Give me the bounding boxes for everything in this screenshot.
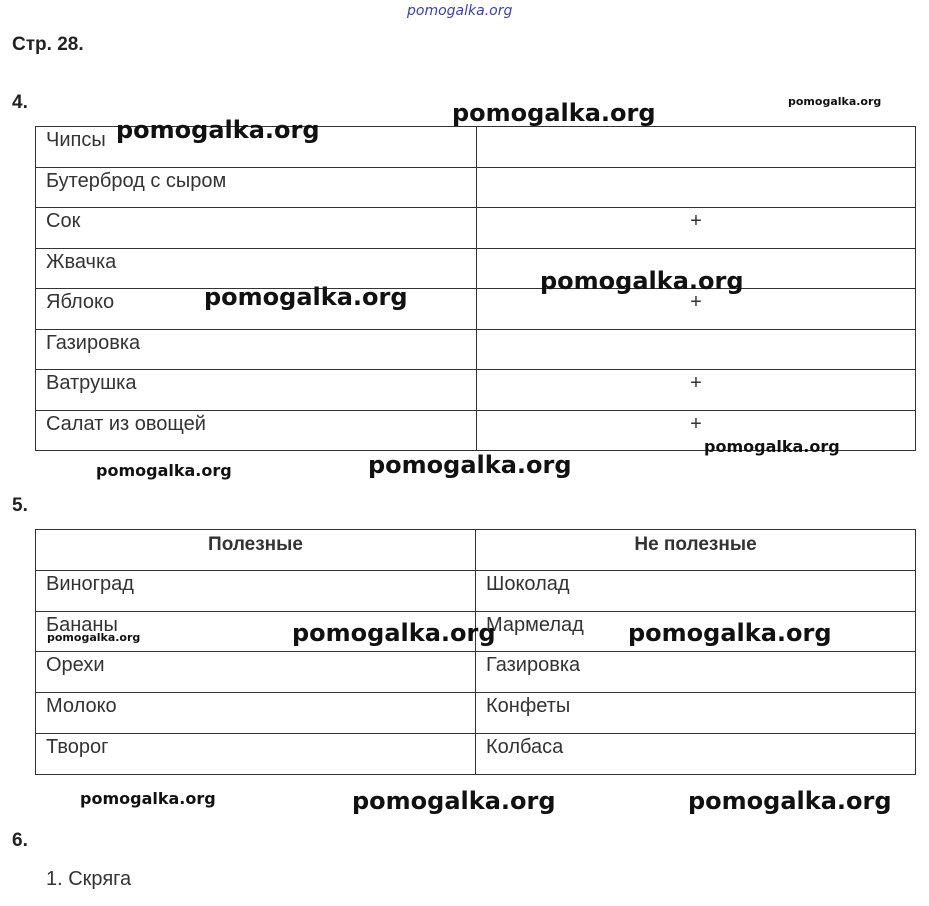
table-row: [36, 693, 916, 734]
task6-answer: 1. Скряга: [46, 868, 132, 890]
table-cell-useful: Бананы: [36, 611, 476, 652]
table-cell-item: Ватрушка: [36, 370, 477, 411]
table-row: [36, 248, 916, 289]
table-cell-item: Сок: [36, 208, 477, 249]
table-row: [36, 733, 916, 774]
column-header-not-useful: Не полезные: [476, 530, 916, 571]
table-cell-not-useful: Газировка: [476, 652, 916, 693]
watermark: pomogalka.org: [704, 437, 840, 456]
task5-table: [35, 529, 916, 775]
watermark: pomogalka.org: [688, 787, 892, 815]
watermark: pomogalka.org: [80, 789, 216, 808]
table-cell-item: Жвачка: [36, 248, 477, 289]
watermark: pomogalka.org: [628, 619, 832, 647]
table-cell-useful: Орехи: [36, 652, 476, 693]
table-cell-useful: Молоко: [36, 693, 476, 734]
table-cell-item: Чипсы: [36, 127, 477, 168]
table-row: [36, 289, 916, 330]
table-cell-item: Бутерброд с сыром: [36, 167, 477, 208]
table-cell-not-useful: Шоколад: [476, 570, 916, 611]
table-cell-mark: [477, 329, 916, 370]
table-row: [36, 167, 916, 208]
watermark: pomogalka.org: [47, 631, 141, 644]
table-cell-mark: +: [477, 370, 916, 411]
table-cell-useful: Творог: [36, 733, 476, 774]
table-cell-mark: [477, 167, 916, 208]
table-cell-mark: +: [477, 289, 916, 330]
watermark: pomogalka.org: [204, 283, 408, 311]
task5-number: 5.: [12, 495, 28, 516]
watermark: pomogalka.org: [352, 787, 556, 815]
table-row: [36, 208, 916, 249]
watermark: pomogalka.org: [368, 451, 572, 479]
table-cell-mark: [477, 127, 916, 168]
table-cell-not-useful: Колбаса: [476, 733, 916, 774]
watermark: pomogalka.org: [788, 95, 882, 108]
task4-table: [35, 126, 916, 451]
task4-number: 4.: [12, 92, 28, 113]
table-cell-not-useful: Конфеты: [476, 693, 916, 734]
column-header-useful: Полезные: [36, 530, 476, 571]
site-watermark-top: pomogalka.org: [407, 3, 513, 19]
table-cell-useful: Виноград: [36, 570, 476, 611]
task6-number: 6.: [12, 830, 28, 851]
table-cell-mark: +: [477, 410, 916, 451]
table-cell-item: Салат из овощей: [36, 410, 477, 451]
table-row: [36, 570, 916, 611]
watermark: pomogalka.org: [452, 99, 656, 127]
table-cell-not-useful: Мармелад: [476, 611, 916, 652]
watermark: pomogalka.org: [292, 619, 496, 647]
table-cell-item: Яблоко: [36, 289, 477, 330]
table-row: [36, 652, 916, 693]
table-cell-mark: +: [477, 208, 916, 249]
watermark: pomogalka.org: [96, 461, 232, 480]
table-row: [36, 329, 916, 370]
watermark: pomogalka.org: [116, 116, 320, 144]
table-header-row: [36, 530, 916, 571]
table-cell-item: Газировка: [36, 329, 477, 370]
page-label: Стр. 28.: [12, 34, 84, 55]
watermark: pomogalka.org: [540, 267, 744, 295]
table-row: [36, 370, 916, 411]
